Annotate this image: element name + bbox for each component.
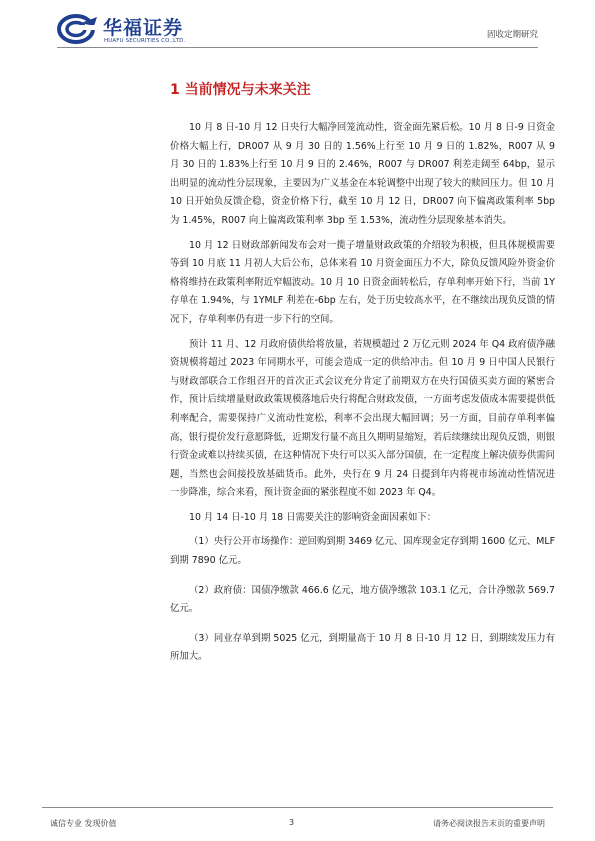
report-type-label: 固收定期研究	[486, 30, 538, 40]
logo-english-name: HUAFU SECURITIES CO.,LTD.	[104, 38, 186, 44]
footer-disclaimer: 请务必阅读报告末页的重要声明	[433, 819, 545, 828]
section-title: 1 当前情况与未来关注	[170, 82, 311, 98]
header-divider	[57, 47, 538, 48]
body-paragraph: 10 月 8 日-10 月 12 日央行大幅净回笼流动性，资金面先紧后松。10 月 8 日-9 日资金价格大幅上行，DR007 从 9 月 30 日的 1.56%上行至 10 月 9 日的 1.82%，R007 从 9 月 30 日的 1.83%上行至 10 月 9 日的 2.46%，R007 与 DR007 利差走阔至 64bp，显示出明显的流动性分层现象，主要因为广义基金在本轮调整中出现了较大的赎回压力。但 10 月 10 日开始负反馈企稳，资金价格下行，截至 10 月 12 日，DR007 向下偏离政策利率 5bp 为 1.45%，R007 向上偏离政策利率 3bp 至 1.53%，流动性分层现象基本消失。	[170, 122, 555, 226]
list-intro-paragraph: 10 月 14 日-10 月 18 日需要关注的影响资金面因素如下：	[189, 511, 437, 523]
list-item: （2）政府债：国债净缴款 466.6 亿元，地方债净缴款 103.1 亿元，合计净缴款 569.7 亿元。	[170, 584, 555, 615]
report-body	[170, 119, 555, 678]
list-item: （3）同业存单到期 5025 亿元，到期量高于 10 月 8 日-10 月 12 日，到期续发压力有所加大。	[170, 632, 555, 663]
footer-slogan: 诚信专业 发现价值	[50, 819, 117, 828]
page-number: 3	[289, 818, 295, 827]
huafu-logo-mark-icon	[57, 14, 99, 44]
page-header	[0, 0, 595, 60]
huafu-logo	[57, 14, 207, 48]
body-paragraph: 10 月 12 日财政部新闻发布会对一揽子增量财政政策的介绍较为积极，但具体规模需要等到 10 月底 11 月初人大后公布，总体来看 10 月资金面压力不大，除负反馈风险外资金价格将维持在政策利率附近窄幅波动。10 月 10 日资金面转松后，存单利率开始下行，当前 1Y 存单在 1.94%，与 1YMLF 利差在-6bp 左右，处于历史较高水平，在不继续出现负反馈的情况下，存单利率仍有进一步下行的空间。	[170, 239, 555, 325]
list-item: （1）央行公开市场操作：逆回购到期 3469 亿元、国库现金定存到期 1600 亿元、MLF 到期 7890 亿元。	[170, 536, 555, 567]
body-paragraph: 预计 11 月、12 月政府债供给将放量，若规模超过 2 万亿元则 2024 年 Q4 政府债净融资规模将超过 2023 年同期水平，可能会造成一定的供给冲击。但 10 月 9 日中国人民银行与财政部联合工作组召开的首次正式会议充分肯定了前期双方在央行国债买卖方面的紧密合作，预计后续增量财政政策规模落地后央行将配合财政发债，一方面考虑发债成本需要提供低利率配合，需要保持广义流动性宽松，利率不会出现大幅回调；另一方面，目前存单利率偏高，银行提价发行意愿降低，近期发行量不高且久期明显缩短，若后续继续出现负反馈，则银行资金或难以持续买债，在这种情况下央行可以买入部分国债，在一定程度上解决债券供需问题，当然也会间接投放基础货币。此外，央行在 9 月 24 日提到年内将视市场流动性情况进一步降准，综合来看，预计资金面的紧张程度不如 2023 年 Q4。	[170, 338, 555, 499]
footer-divider	[42, 807, 553, 808]
logo-chinese-name: 华福证券	[103, 17, 184, 39]
